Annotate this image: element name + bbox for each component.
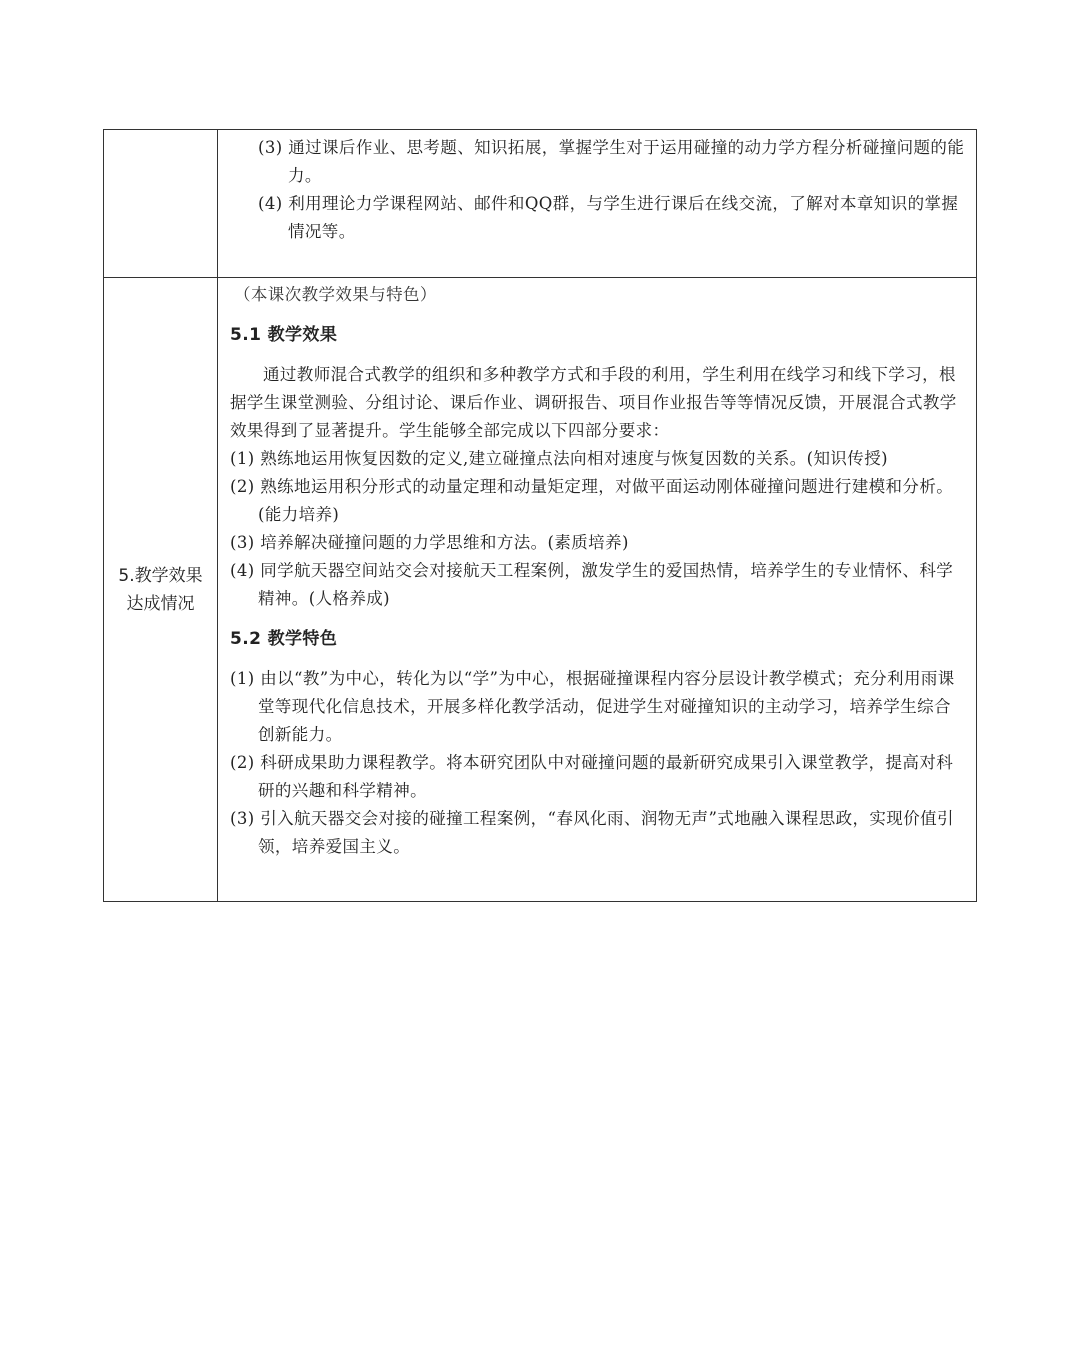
list-item: (2) 熟练地运用积分形式的动量定理和动量矩定理，对做平面运动刚体碰撞问题进行建模和分析。(能力培养): [230, 477, 954, 524]
paragraph: 通过教师混合式教学的组织和多种教学方式和手段的利用，学生利用在线学习和线下学习，根据学生课堂测验、分组讨论、课后作业、调研报告、项目作业报告等等情况反馈，开展混合式教学效果得到了显著提升。学生能够全部完成以下四部分要求：: [230, 365, 957, 440]
evaluation-table: [103, 129, 977, 902]
list-item: (2) 科研成果助力课程教学。将本研究团队中对碰撞问题的最新研究成果引入课堂教学，提高对科研的兴趣和科学精神。: [230, 753, 954, 800]
table-row: [104, 130, 977, 278]
row-label-empty: [104, 130, 218, 278]
list-item: (4) 利用理论力学课程网站、邮件和QQ群，与学生进行课后在线交流，了解对本章知识的掌握情况等。: [258, 194, 959, 241]
list-item: (3) 通过课后作业、思考题、知识拓展，掌握学生对于运用碰撞的动力学方程分析碰撞问题的能力。: [258, 138, 965, 185]
section-heading: 5.2 教学特色: [230, 629, 338, 649]
row-label: [104, 278, 218, 902]
list-item: (3) 培养解决碰撞问题的力学思维和方法。(素质培养): [230, 533, 629, 552]
list-item: (3) 引入航天器交会对接的碰撞工程案例，“春风化雨、润物无声”式地融入课程思政，实现价值引领，培养爱国主义。: [230, 809, 954, 856]
row-content: [218, 130, 977, 278]
row-label-line: 达成情况: [126, 593, 195, 614]
list-item: (1) 由以“教”为中心，转化为以“学”为中心，根据碰撞课程内容分层设计教学模式；充分利用雨课堂等现代化信息技术，开展多样化教学活动，促进学生对碰撞知识的主动学习，培养学生综合创新能力。: [230, 669, 955, 744]
row-content: [218, 278, 977, 902]
row-label-line: 5.教学效果: [118, 565, 203, 586]
list-item: (4) 同学航天器空间站交会对接航天工程案例，激发学生的爱国热情，培养学生的专业情怀、科学精神。(人格养成): [230, 561, 954, 608]
table-row: [104, 278, 977, 902]
list-item: (1) 熟练地运用恢复因数的定义,建立碰撞点法向相对速度与恢复因数的关系。(知识传授): [230, 449, 888, 468]
section-heading: 5.1 教学效果: [230, 325, 338, 345]
section-note: （本课次教学效果与特色）: [234, 285, 437, 304]
